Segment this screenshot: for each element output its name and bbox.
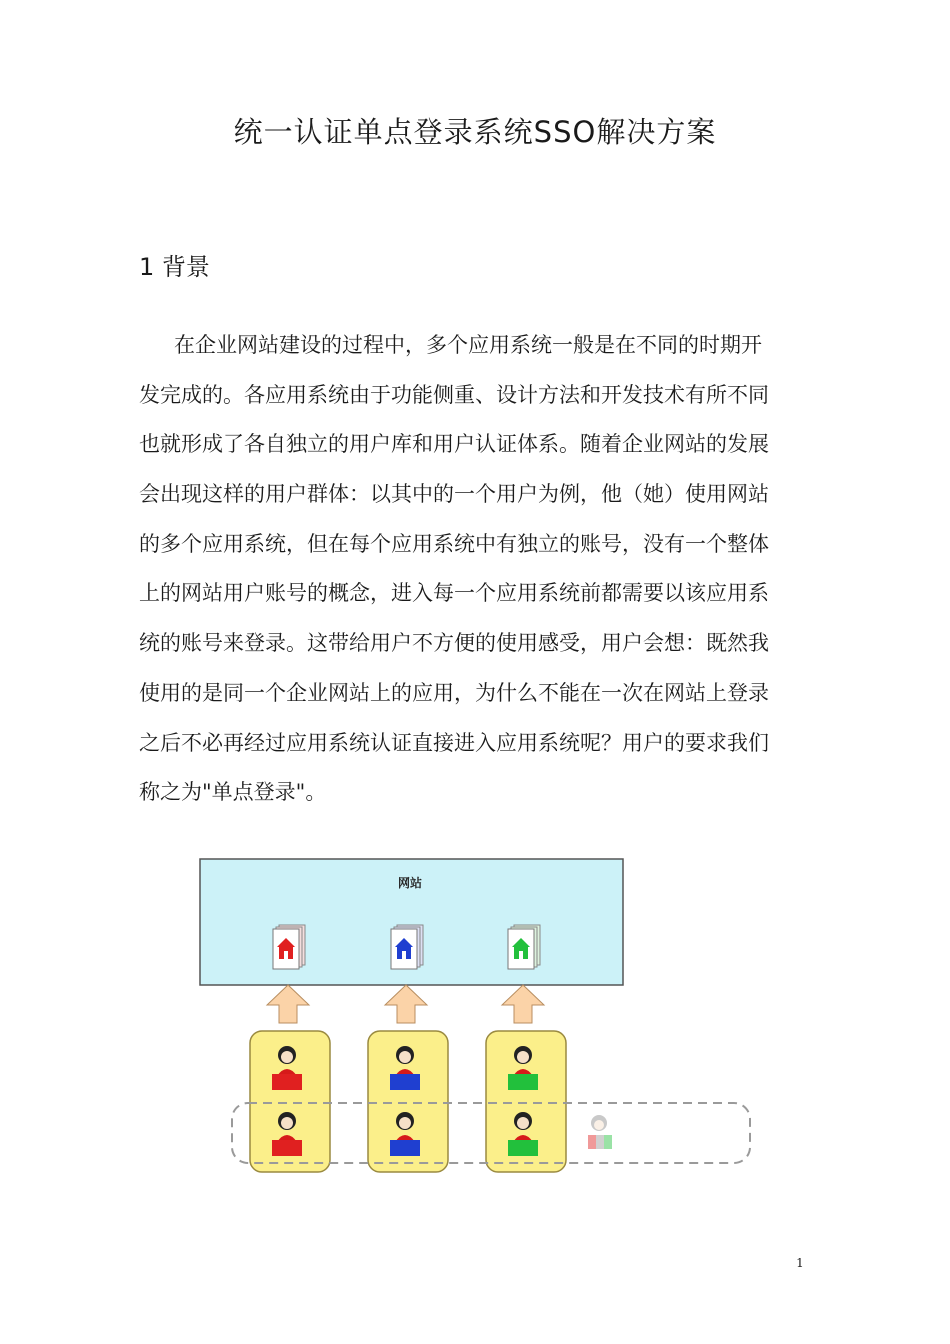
sso-diagram — [195, 830, 760, 1175]
paragraph-line: 发完成的。各应用系统由于功能侧重、设计方法和开发技术有所不同 — [139, 382, 769, 407]
arrow-up-icon — [385, 985, 427, 1023]
website-label: 网站 — [397, 876, 422, 890]
paragraph-line: 上的网站用户账号的概念，进入每一个应用系统前都需要以该应用系 — [139, 581, 769, 606]
paragraph-line: 使用的是同一个企业网站上的应用，为什么不能在一次在网站上登录 — [139, 680, 769, 705]
paragraph-line: 的多个应用系统，但在每个应用系统中有独立的账号，没有一个整体 — [139, 531, 769, 556]
app-document-icon — [508, 925, 540, 969]
arrow-up-icon — [267, 985, 309, 1023]
page-number: 1 — [796, 1256, 804, 1270]
body-paragraph — [139, 321, 819, 818]
document-title: 统一认证单点登录系统SSO解决方案 — [233, 115, 717, 149]
paragraph-line: 称之为"单点登录"。 — [139, 780, 327, 805]
paragraph-line: 会出现这样的用户群体：以其中的一个用户为例，他（她）使用网站 — [139, 482, 769, 507]
paragraph-line: 之后不必再经过应用系统认证直接进入应用系统呢？用户的要求我们 — [139, 730, 769, 755]
app-document-icon — [391, 925, 423, 969]
sso-diagram-figure — [195, 830, 760, 1175]
arrow-up-icon — [502, 985, 544, 1023]
app-document-icon — [273, 925, 305, 969]
legend-user-icon — [588, 1115, 612, 1149]
paragraph-line: 在企业网站建设的过程中，多个应用系统一般是在不同的时期开 — [174, 333, 762, 357]
paragraph-line: 也就形成了各自独立的用户库和用户认证体系。随着企业网站的发展 — [139, 432, 769, 457]
section-heading: 1 背景 — [139, 253, 210, 281]
paragraph-line: 统的账号来登录。这带给用户不方便的使用感受，用户会想：既然我 — [139, 631, 769, 656]
